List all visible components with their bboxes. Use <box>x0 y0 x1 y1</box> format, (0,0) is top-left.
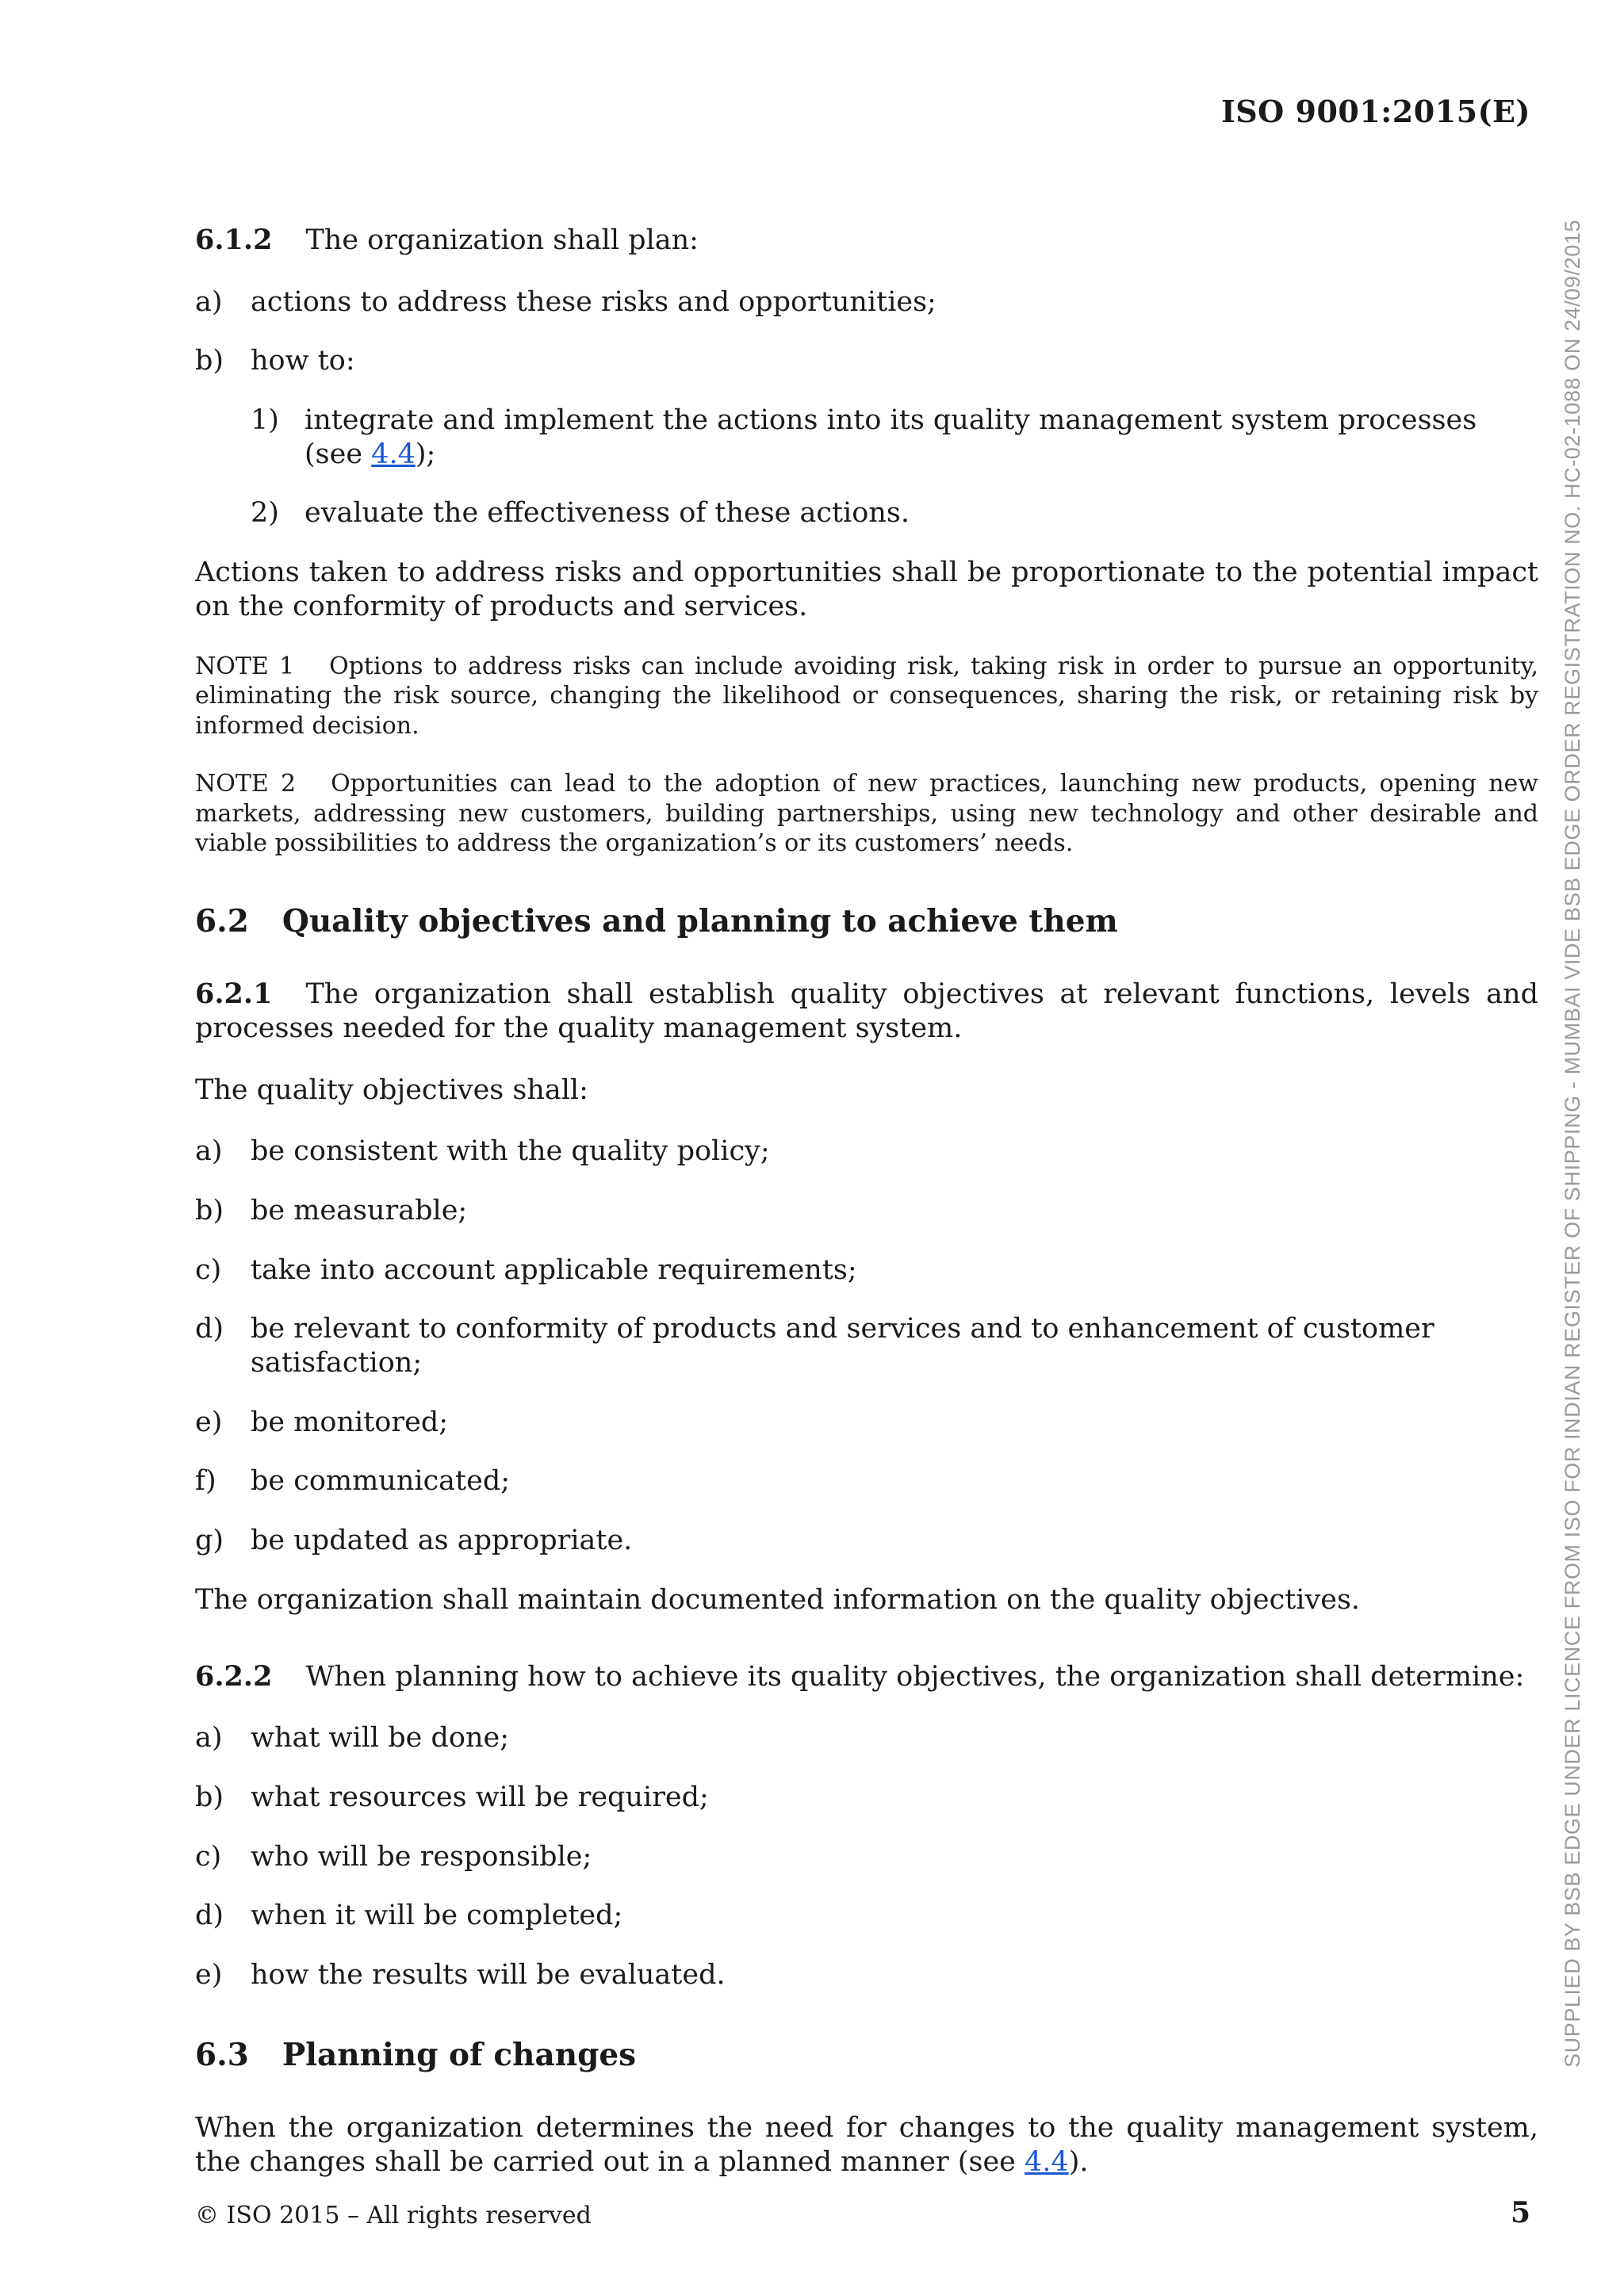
list-label: 1) <box>251 404 279 437</box>
list-text: when it will be completed; <box>251 1900 623 1932</box>
clause-number: 6.2.2 <box>195 1659 273 1693</box>
list-text: take into account applicable requirements; <box>251 1253 857 1286</box>
sub-list-item <box>195 496 1538 530</box>
sub-list-item <box>195 404 1538 471</box>
list-text: what will be done; <box>251 1722 509 1755</box>
list-label: a) <box>195 1135 223 1168</box>
list-item <box>195 1899 1538 1933</box>
list-label: a) <box>195 1722 223 1755</box>
list-label: g) <box>195 1525 224 1557</box>
paragraph-part: When the organization determines the need for changes to the quality management system, the changes shall be carried out in a planned manner (see <box>195 2112 1538 2179</box>
clause-6-2-1 <box>195 978 1538 1045</box>
clause-text: The organization shall plan: <box>305 224 699 256</box>
list-text <box>304 404 1538 471</box>
document-body <box>195 224 1538 2207</box>
paragraph: Actions taken to address risks and opportunities shall be proportionate to the potential impact on the conformity of products and services. <box>195 557 1538 622</box>
list-item <box>195 285 1538 320</box>
list-text: what resources will be required; <box>251 1781 709 1813</box>
list-text: evaluate the effectiveness of these actions. <box>304 497 910 530</box>
note-1 <box>195 652 1538 741</box>
list-text: actions to address these risks and opportunities; <box>251 285 936 318</box>
list-label: e) <box>195 1406 223 1438</box>
section-title: Quality objectives and planning to achieve them <box>282 902 1118 939</box>
footer-copyright: © ISO 2015 – All rights reserved <box>195 2202 592 2229</box>
list-item <box>195 1958 1538 1992</box>
list-item <box>195 1253 1538 1288</box>
cross-reference-link[interactable]: 4.4 <box>1025 2146 1069 2179</box>
list-item <box>195 1406 1538 1440</box>
list-label: c) <box>195 1840 222 1873</box>
list-label: d) <box>195 1313 224 1345</box>
clause-text: When planning how to achieve its quality objectives, the organization shall determine: <box>305 1660 1525 1693</box>
list-label: b) <box>195 345 224 377</box>
cross-reference-link[interactable]: 4.4 <box>371 438 416 470</box>
clause-6-1-2-intro <box>195 224 1538 258</box>
section-6-3-text <box>195 2111 1538 2179</box>
list-label: d) <box>195 1900 224 1932</box>
list-item <box>195 1464 1538 1498</box>
clause-number: 6.2.1 <box>195 978 273 1011</box>
paragraph: The quality objectives shall: <box>195 1073 588 1106</box>
list-text: be monitored; <box>251 1406 449 1438</box>
list-label: a) <box>195 285 223 318</box>
document-id: ISO 9001:2015(E) <box>1220 94 1530 129</box>
section-heading-6-2 <box>195 903 1538 940</box>
list-item <box>195 1524 1538 1558</box>
list-item <box>195 1840 1538 1874</box>
section-number: 6.3 <box>195 2036 249 2073</box>
licence-watermark: SUPPLIED BY BSB EDGE UNDER LICENCE FROM ISO FOR INDIAN REGISTER OF SHIPPING - MUMBAI VIDE BSB EDGE ORDER REGISTRATION NO. HC-02-1088 ON 24/09/2015 <box>1561 219 1584 2068</box>
list-item <box>195 1721 1538 1755</box>
list-text: how to: <box>251 345 355 377</box>
list-text: be relevant to conformity of products and services and to enhancement of customer satisfaction; <box>251 1313 1434 1380</box>
list-text-part: ); <box>415 438 436 470</box>
list-label: f) <box>195 1465 216 1498</box>
planning-list <box>195 1721 1538 1992</box>
list-label: b) <box>195 1195 224 1227</box>
list-text: be communicated; <box>251 1465 511 1498</box>
list-text: be measurable; <box>251 1195 468 1227</box>
note-text: Opportunities can lead to the adoption of new practices, launching new products, opening new markets, addressing new customers, building partnerships, using new technology and other desirable and viable possibilities to address the organization’s or its customers’ needs. <box>195 770 1538 857</box>
list-text: be updated as appropriate. <box>251 1525 633 1557</box>
note-label: NOTE 1 <box>195 652 295 680</box>
list-text-part: integrate and implement the actions into its quality management system processes (see <box>304 404 1477 470</box>
quality-objectives-list <box>195 1135 1538 1558</box>
list-label: c) <box>195 1253 222 1286</box>
note-2 <box>195 769 1538 859</box>
section-number: 6.2 <box>195 902 249 939</box>
list-text: who will be responsible; <box>251 1840 592 1873</box>
list-label: e) <box>195 1958 223 1991</box>
list-item <box>195 1312 1538 1380</box>
list-text: be consistent with the quality policy; <box>251 1135 770 1168</box>
list-item <box>195 344 1538 378</box>
list-item <box>195 1135 1538 1169</box>
clause-6-2-2 <box>195 1660 1538 1694</box>
section-title: Planning of changes <box>282 2036 637 2073</box>
list-item <box>195 1781 1538 1815</box>
section-heading-6-3 <box>195 2037 1538 2074</box>
clause-text: The organization shall establish quality objectives at relevant functions, levels and processes needed for the quality management system. <box>195 978 1538 1044</box>
paragraph-part: ). <box>1068 2146 1089 2179</box>
list-item <box>195 1194 1538 1228</box>
list-label: b) <box>195 1781 224 1813</box>
note-label: NOTE 2 <box>195 770 297 798</box>
note-text: Options to address risks can include avoiding risk, taking risk in order to pursue an opportunity, eliminating the risk source, changing the likelihood or consequences, sharing the risk, or retaining risk by informed decision. <box>195 652 1538 740</box>
list-text: how the results will be evaluated. <box>251 1958 726 1991</box>
list-label: 2) <box>251 497 279 530</box>
paragraph: The organization shall maintain documented information on the quality objectives. <box>195 1583 1361 1616</box>
page-number: 5 <box>1510 2196 1530 2229</box>
clause-number: 6.1.2 <box>195 224 273 256</box>
